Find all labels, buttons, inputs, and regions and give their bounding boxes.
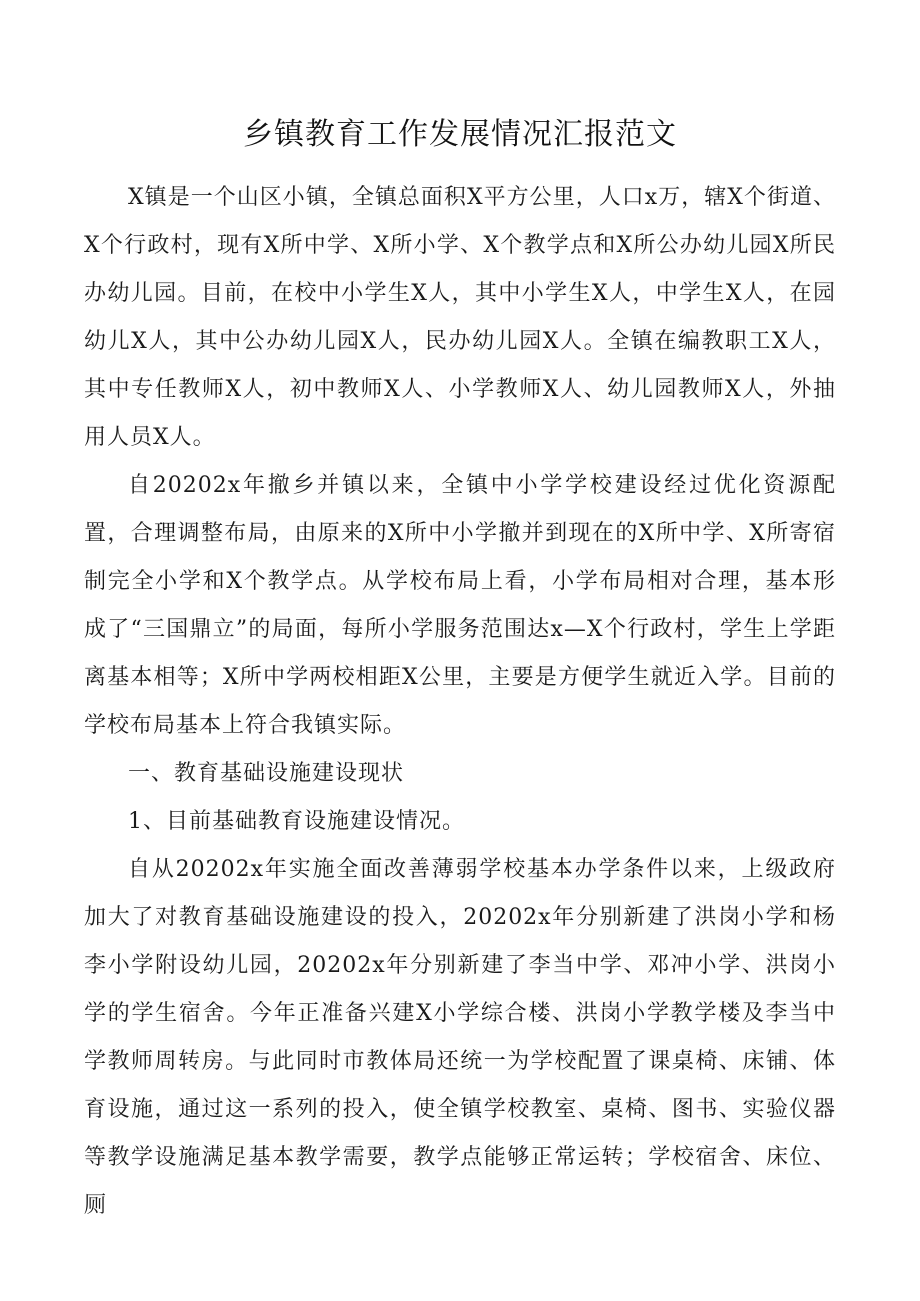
- intro-paragraph: X镇是一个山区小镇，全镇总面积X平方公里，人口x万，辖X个街道、X个行政村，现有X所中学、X所小学、X个教学点和X所公办幼儿园X所民办幼儿园。目前，在校中小学生X人，其中小学生X人，中学生X人，在园幼儿X人，其中公办幼儿园X人，民办幼儿园X人。全镇在编教职工X人，其中专任教师X人，初中教师X人、小学教师X人、幼儿园教师X人，外抽用人员X人。: [84, 185, 836, 450]
- infrastructure-paragraph: 自从20202x年实施全面改善薄弱学校基本办学条件以来，上级政府加大了对教育基础设施建设的投入，20202x年分别新建了洪岗小学和杨李小学附设幼儿园，20202x年分别新建了李当中学、邓冲小学、洪岗小学的学生宿舍。今年正准备兴建X小学综合楼、洪岗小学教学楼及李当中学教师周转房。与此同时市教体局还统一为学校配置了课桌椅、床铺、体育设施，通过这一系列的投入，使全镇学校教室、桌椅、图书、实验仪器等教学设施满足基本教学需要，教学点能够正常运转；学校宿舍、床位、厕: [84, 857, 836, 1218]
- subsection-heading: 1、目前基础教育设施建设情况。: [128, 809, 465, 834]
- layout-paragraph: 自20202x年撤乡并镇以来，全镇中小学学校建设经过优化资源配置，合理调整布局，由原来的X所中小学撤并到现在的X所中学、X所寄宿制完全小学和X个教学点。从学校布局上看，小学布局相对合理，基本形成了“三国鼎立”的局面，每所小学服务范围达x—X个行政村，学生上学距离基本相等；X所中学两校相距X公里，主要是方便学生就近入学。目前的学校布局基本上符合我镇实际。: [84, 473, 836, 738]
- document-title: 乡镇教育工作发展情况汇报范文: [243, 117, 677, 152]
- section-heading: 一、教育基础设施建设现状: [128, 761, 405, 786]
